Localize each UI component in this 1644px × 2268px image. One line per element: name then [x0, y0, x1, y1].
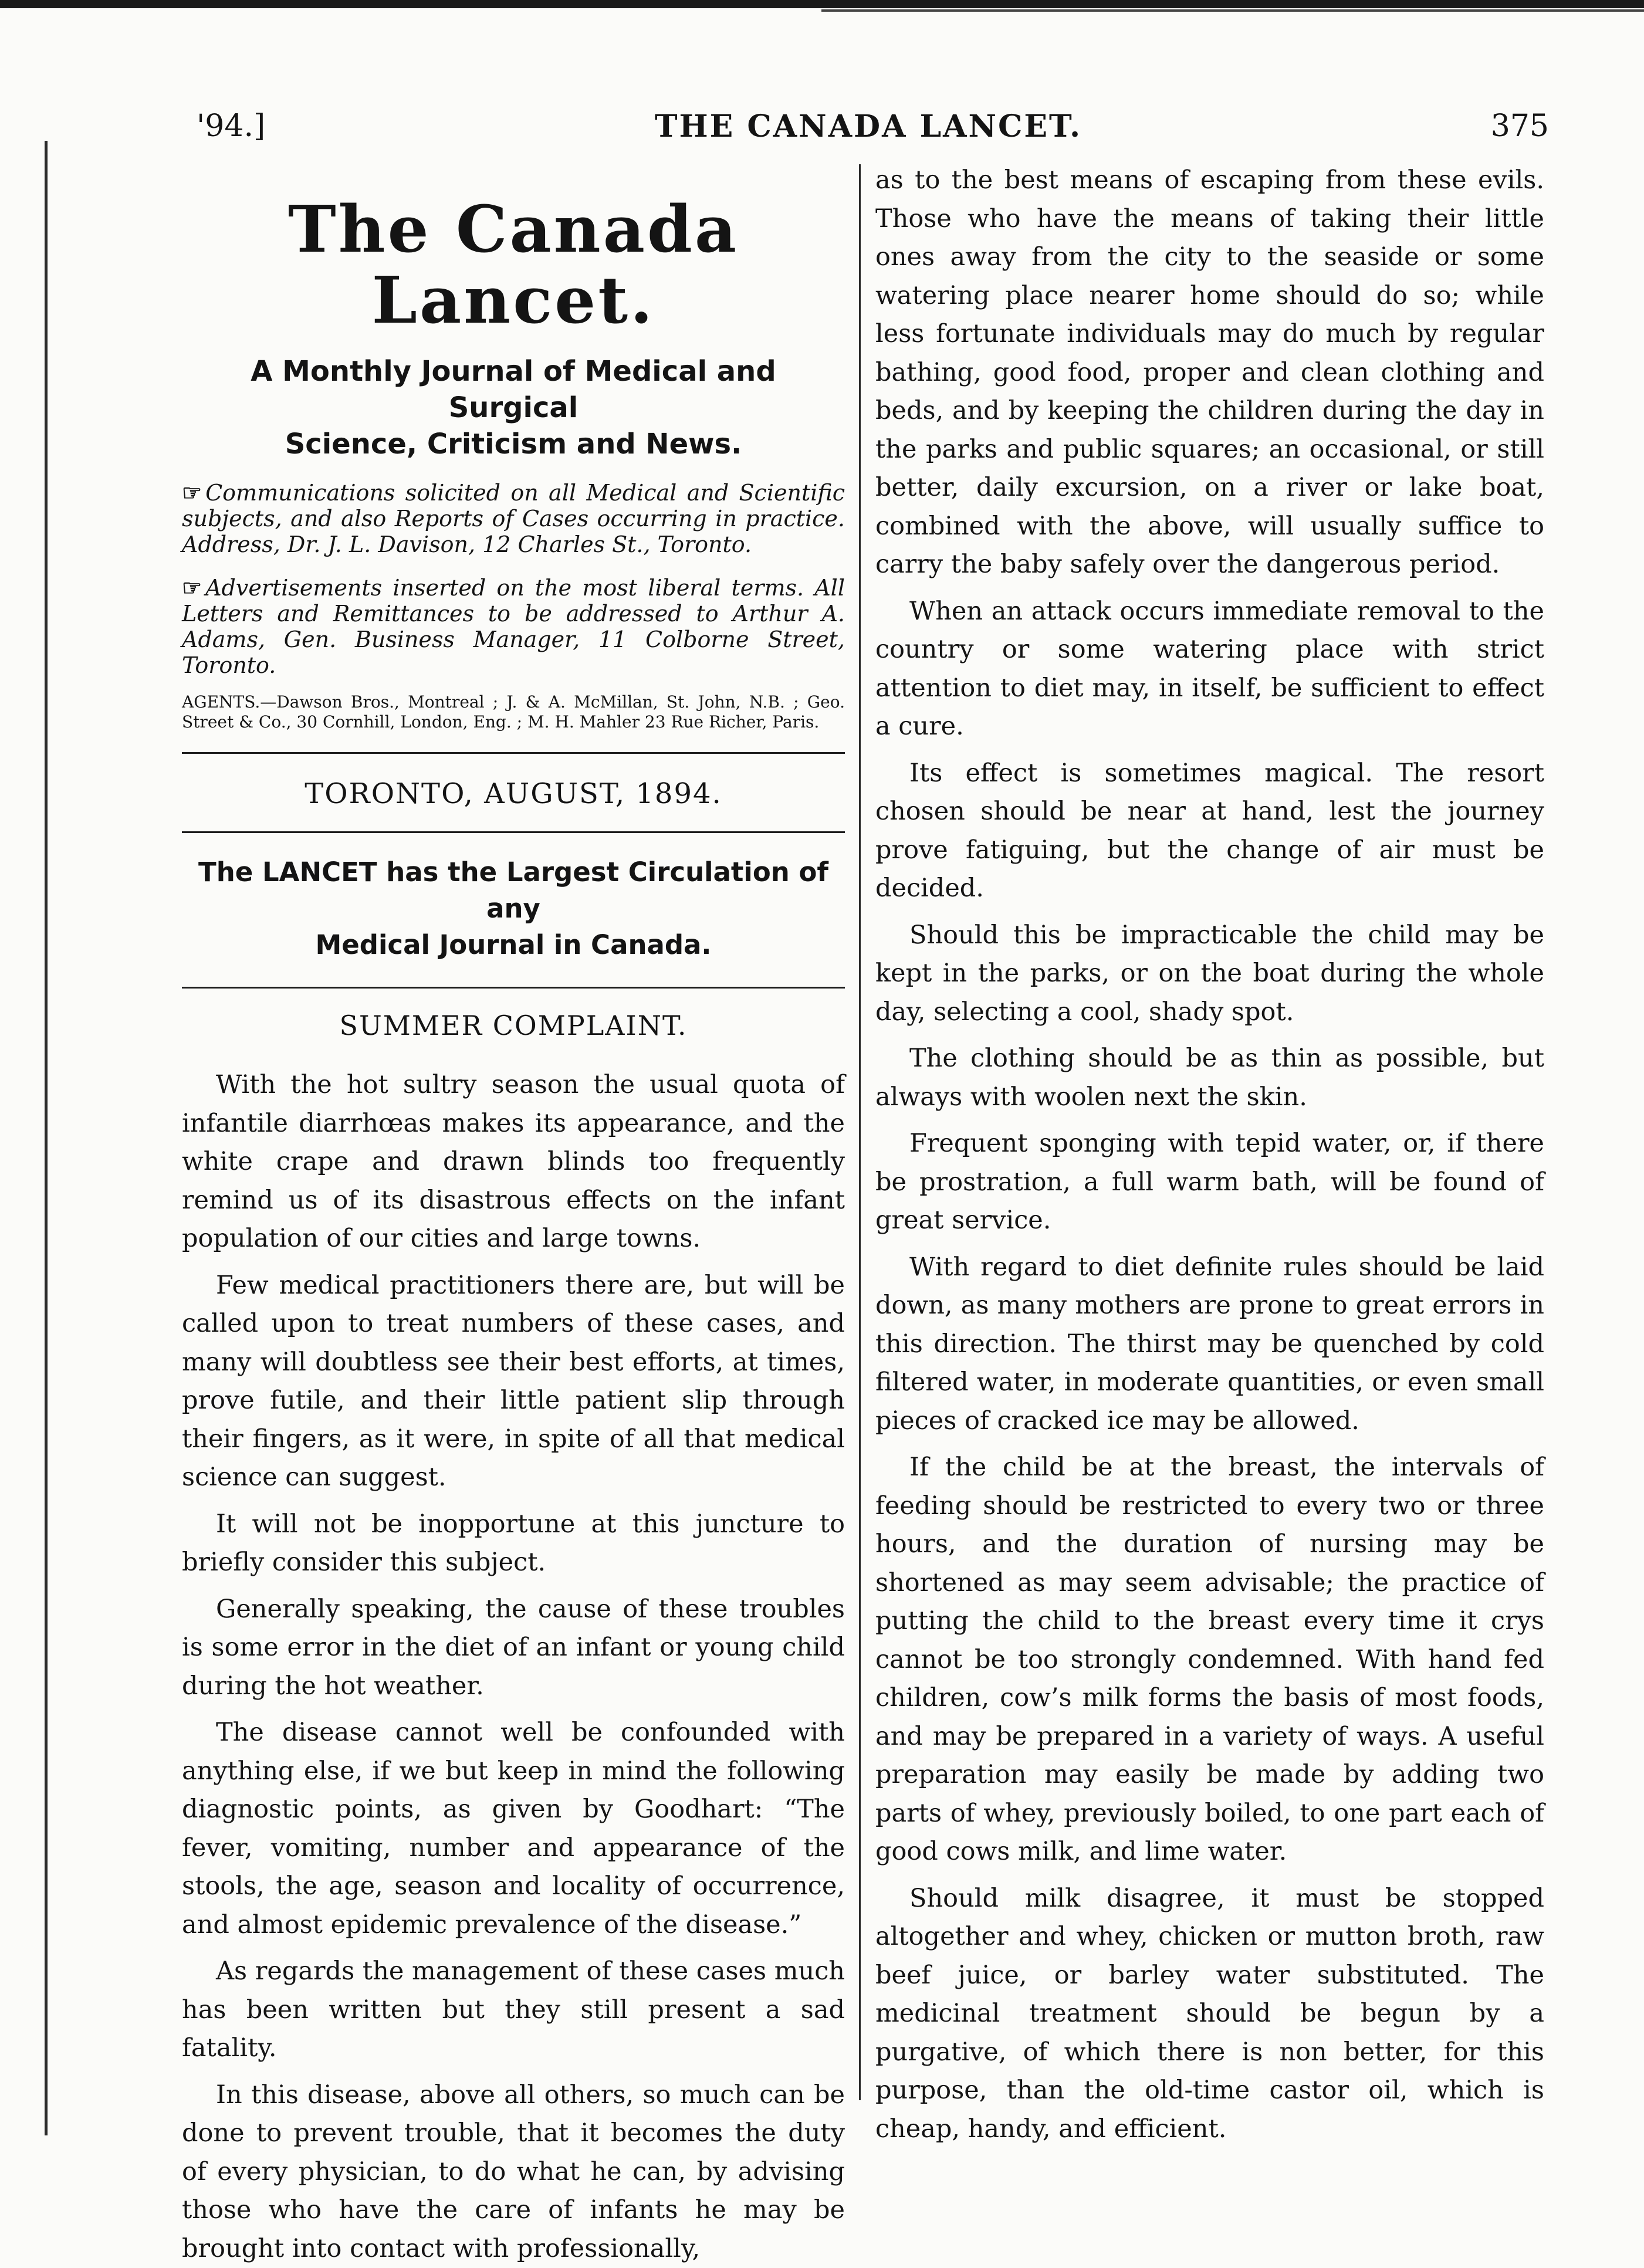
article-paragraph: as to the best means of escaping from these evils. Those who have the means of taking their little ones away from the city to the seaside or some watering place nearer home should do so; while less fortunate individuals may do much by regular bathing, good food, proper and clean clothing and beds, and by keeping the children during the day in the parks and public squares; an occasional, or still better, daily excursion, on a river or lake boat, combined with the above, will usually suffice to carry the baby safely over the dangerous period. — [875, 161, 1544, 584]
subtitle-line-1: A Monthly Journal of Medical and Surgical — [182, 353, 845, 426]
article-paragraph: With the hot sultry season the usual quota of infantile diarrhœas makes its appearance, and the white crape and drawn blinds too frequently remind us of its disastrous effects on the infant population of our cities and large towns. — [182, 1066, 845, 1258]
article-paragraph: In this disease, above all others, so much can be done to prevent trouble, that it becomes the duty of every physician, to do what he can, by advising those who have the care of infants he may be brought into contact with professionally, — [182, 2076, 845, 2268]
article-paragraph: Frequent sponging with tepid water, or, if there be prostration, a full warm bath, will be found of great service. — [875, 1125, 1544, 1240]
advertisements-notice — [182, 575, 845, 678]
top-border — [0, 0, 1644, 8]
communications-notice — [182, 480, 845, 557]
volume-mark: '94.] — [197, 109, 265, 144]
article-paragraph: With regard to diet definite rules should be laid down, as many mothers are prone to great errors in this direction. The thirst may be quenched by cold filtered water, in moderate quantities, or even small pieces of cracked ice may be allowed. — [875, 1248, 1544, 1441]
column-divider — [859, 164, 861, 2100]
headline-line-1: The LANCET has the Largest Circulation of any — [182, 854, 845, 927]
top-border-secondary — [821, 9, 1644, 12]
article-paragraph: It will not be inopportune at this juncture to briefly consider this subject. — [182, 1505, 845, 1582]
article-paragraph: The disease cannot well be confounded with anything else, if we but keep in mind the following diagnostic points, as given by Goodhart: “The fever, vomiting, number and appearance of the stools, the age, season and locality of occurrence, and almost epidemic prevalence of the disease.” — [182, 1714, 845, 1944]
running-head — [188, 109, 1549, 155]
left-column — [182, 161, 845, 2127]
article-paragraph: Should this be impracticable the child may be kept in the parks, or on the boat during the whole day, selecting a cool, shady spot. — [875, 916, 1544, 1032]
article-title: SUMMER COMPLAINT. — [182, 1010, 845, 1041]
subtitle-line-2: Science, Criticism and News. — [182, 426, 845, 462]
journal-running-title: THE CANADA LANCET. — [188, 109, 1549, 144]
agents-list: AGENTS.—Dawson Bros., Montreal ; J. & A. McMillan, St. John, N.B. ; Geo. Street & Co., 30 Cornhill, London, Eng. ; M. H. Mahler 23 Rue Richer, Paris. — [182, 692, 845, 732]
article-paragraph: If the child be at the breast, the intervals of feeding should be restricted to every two or three hours, and the duration of nursing may be shortened as may seem advisable; the practice of putting the child to the breast every time it crys cannot be too strongly condemned. With hand fed children, cow’s milk forms the basis of most foods, and may be prepared in a variety of ways. A useful preparation may easily be made by adding two parts of whey, previously boiled, to one part each of good cows milk, and lime water. — [875, 1448, 1544, 1871]
circulation-headline — [182, 833, 845, 987]
communications-text: Communications solicited on all Medical and Scientific subjects, and also Reports of Cases occurring in practice. Address, Dr. J. L. Davison, 12 Charles St., Toronto. — [182, 480, 845, 557]
headline-line-2: Medical Journal in Canada. — [182, 927, 845, 963]
article-paragraph: Its effect is sometimes magical. The resort chosen should be near at hand, lest the journey prove fatiguing, but the change of air must be decided. — [875, 754, 1544, 908]
right-column — [875, 161, 1544, 2127]
article-paragraph: The clothing should be as thin as possible, but always with woolen next the skin. — [875, 1040, 1544, 1116]
divider-rule — [182, 987, 845, 989]
article-paragraph: When an attack occurs immediate removal to the country or some watering place with strict attention to diet may, in itself, be sufficient to effect a cure. — [875, 593, 1544, 746]
dateline: TORONTO, AUGUST, 1894. — [182, 754, 845, 831]
page-number: 375 — [1491, 109, 1549, 144]
pointing-hand-icon: ☞ — [182, 574, 202, 601]
masthead-title: The Canada Lancet. — [182, 194, 845, 336]
article-paragraph: Few medical practitioners there are, but will be called upon to treat numbers of these cases, and many will doubtless see their best efforts, at times, prove futile, and their little patient slip through their fingers, as it were, in spite of all that medical science can suggest. — [182, 1267, 845, 1497]
article-paragraph: Should milk disagree, it must be stopped altogether and whey, chicken or mutton broth, raw beef juice, or barley water substituted. The medicinal treatment should be begun by a purgative, of which there is non better, for this purpose, than the old-time castor oil, which is cheap, handy, and efficient. — [875, 1880, 1544, 2149]
scan-edge-line — [45, 141, 48, 2135]
advertisements-text: Advertisements inserted on the most liberal terms. All Letters and Remittances to be addressed to Arthur A. Adams, Gen. Business Manager, 11 Colborne Street, Toronto. — [182, 575, 845, 678]
pointing-hand-icon: ☞ — [182, 479, 202, 506]
article-paragraph: Generally speaking, the cause of these troubles is some error in the diet of an infant or young child during the hot weather. — [182, 1590, 845, 1706]
masthead-subtitle — [182, 353, 845, 462]
article-paragraph: As regards the management of these cases much has been written but they still present a sad fatality. — [182, 1952, 845, 2068]
